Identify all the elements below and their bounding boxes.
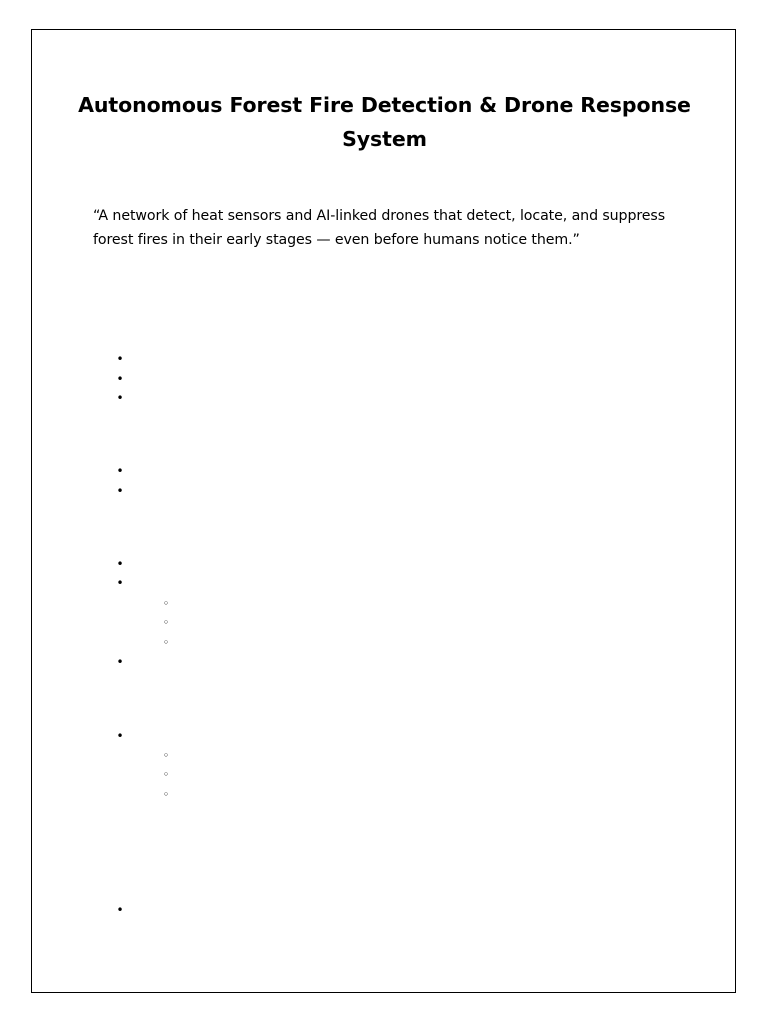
bullet-marker: • [116,464,124,478]
bullet-marker: • [116,352,124,366]
document-title: Autonomous Forest Fire Detection & Drone Response System [78,93,691,151]
bullet-marker: • [116,391,124,405]
sub-bullet-marker: ◦ [162,768,170,781]
bullet-marker: • [116,372,124,386]
bullet-marker: • [116,484,124,498]
bullet-marker: • [116,655,124,669]
bullet-marker: • [116,903,124,917]
tagline-quote: “A network of heat sensors and AI-linked drones that detect, locate, and suppress forest fires in their early stages — even before humans notice them.” [93,208,666,248]
sub-bullet-marker: ◦ [162,749,170,762]
document-page [31,29,736,993]
sub-bullet-marker: ◦ [162,616,170,629]
bullet-marker: • [116,576,124,590]
bullet-marker: • [116,729,124,743]
sub-bullet-marker: ◦ [162,597,170,610]
sub-bullet-marker: ◦ [162,636,170,649]
sub-bullet-marker: ◦ [162,788,170,801]
bullet-marker: • [116,557,124,571]
